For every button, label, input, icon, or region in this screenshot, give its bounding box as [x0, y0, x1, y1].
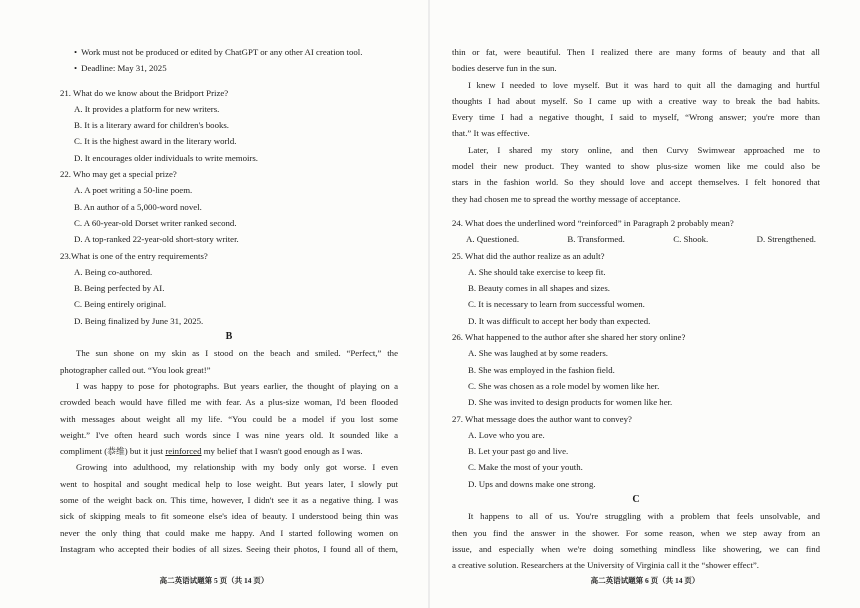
passage-b-line: Every time I had a negative thought, I said to myself, “Wrong answer; you're more than: [452, 112, 820, 123]
section-b-heading: B: [225, 331, 233, 343]
question-21-option-c: C. It is the highest award in the literary world.: [74, 136, 237, 147]
question-22-option-d: D. A top-ranked 22-year-old short-story writer.: [74, 234, 239, 245]
question-27-option-d: D. Ups and downs make one strong.: [468, 478, 596, 489]
question-23-option-c: C. Being entirely original.: [74, 299, 167, 310]
passage-c-line: issue, and especially when we're doing something mindless like showering, we can find: [452, 543, 820, 554]
question-24-option-b: B. Transformed.: [567, 234, 625, 245]
question-21-option-b: B. It is a literary award for children's books.: [74, 120, 229, 131]
passage-b-line: sick of skipping meals to fit someone else's idea of beauty. I understood being thin was: [60, 511, 398, 522]
passage-b-line: [60, 443, 398, 459]
question-21-option-a: A. It provides a platform for new writers.: [74, 103, 220, 114]
question-26-option-d: D. She was invited to design products for women like her.: [468, 397, 673, 408]
question-22-option-a: A. A poet writing a 50-line poem.: [74, 185, 193, 196]
passage-b-line: I knew I needed to love myself. But it was hard to quit all the damaging and hurtful: [468, 79, 820, 90]
passage-b-line: weight.” I've often heard such words since I was nine years old. It sounded like a: [60, 429, 398, 440]
spacer: [452, 207, 820, 215]
passage-b-line: thoughts I had about myself. So I came up with a creative way to break the bad habits.: [452, 95, 820, 106]
spacer: [60, 77, 398, 85]
passage-b-line: that.” It was effective.: [452, 128, 530, 139]
passage-b-line: Later, I shared my story online, and then Curvy Swimwear approached me to: [468, 144, 820, 155]
passage-b-line: stars in the fashion world. So they should love and accept themselves. I felt honored that: [452, 177, 820, 188]
question-26-option-a: A. She was laughed at by some readers.: [468, 348, 608, 359]
question-25-option-a: A. She should take exercise to keep fit.: [468, 266, 606, 277]
passage-b-line: went to hospital and sought medical help to lose weight. But years later, I slowly put: [60, 478, 398, 489]
question-24-option-c: C. Shook.: [673, 234, 709, 245]
bullet-deadline: • Deadline: May 31, 2025: [60, 60, 398, 76]
page-footer-right: 高二英语试题第 6 页（共 14 页）: [590, 576, 700, 585]
question-22-stem: 22. Who may get a special prize?: [60, 169, 177, 180]
passage-b-line: never the only thing that could make me happy. And I started following women on: [60, 527, 398, 538]
underlined-word-reinforced: reinforced: [165, 446, 202, 457]
question-26-stem: 26. What happened to the author after she shared her story online?: [452, 332, 686, 343]
question-27-option-b: B. Let your past go and live.: [468, 446, 569, 457]
question-25-option-b: B. Beauty comes in all shapes and sizes.: [468, 283, 610, 294]
question-24-stem: 24. What does the underlined word “reinforced” in Paragraph 2 probably mean?: [452, 217, 734, 228]
question-21-option-d: D. It encourages older individuals to write memoirs.: [74, 152, 258, 163]
question-22-option-c: C. A 60-year-old Dorset writer ranked second.: [74, 217, 237, 228]
passage-b-line: Growing into adulthood, my relationship with my body only got worse. I even: [76, 462, 398, 473]
section-c-heading: C: [632, 494, 640, 506]
question-25-stem: 25. What did the author realize as an adult?: [452, 250, 605, 261]
left-column: [60, 44, 398, 557]
passage-c-line: then you find the answer in the shower. For some reason, when we step away from an: [452, 527, 820, 538]
passage-b-text: compliment (恭维) but it just: [60, 446, 164, 457]
question-23-option-b: B. Being perfected by AI.: [74, 283, 165, 294]
passage-b-line: photographer called out. “You look great!”: [60, 364, 211, 375]
right-column: [452, 44, 820, 574]
passage-c-line: a creative solution. Researchers at the University of Virginia call it the “shower effect”.: [452, 560, 760, 571]
passage-b-text: my belief that I wasn't good enough as I was.: [203, 446, 363, 457]
passage-b-line: I was happy to pose for photographs. But years earlier, the thought of playing on a: [76, 380, 398, 391]
question-26-option-b: B. She was employed in the fashion field.: [468, 364, 615, 375]
question-23-stem: 23.What is one of the entry requirements?: [60, 250, 208, 261]
page-footer-left: 高二英语试题第 5 页（共 14 页）: [159, 576, 269, 585]
bullet-ai-rule: • Work must not be produced or edited by ChatGPT or any other AI creation tool.: [60, 44, 398, 60]
passage-b-line: some of the weight back on. This time, however, I didn't see it as a negative thing. I was: [60, 495, 398, 506]
question-23-option-d: D. Being finalized by June 31, 2025.: [74, 315, 204, 326]
question-23-option-a: A. Being co-authored.: [74, 266, 153, 277]
passage-b-line: bodies deserve fun in the sun.: [452, 63, 557, 74]
question-24-option-a: A. Questioned.: [466, 234, 520, 245]
passage-c-line: It happens to all of us. You're struggling with a problem that feels unsolvable, and: [468, 511, 820, 522]
page-right: [430, 0, 860, 608]
question-25-option-d: D. It was difficult to accept her body than expected.: [468, 315, 651, 326]
passage-b-line: with messages about weight all my life. “You could be a model if you lost some: [60, 413, 398, 424]
passage-b-line: they had chosen me to spread the worthy message of acceptance.: [452, 193, 681, 204]
question-27-option-c: C. Make the most of your youth.: [468, 462, 583, 473]
question-27-stem: 27. What message does the author want to convey?: [452, 413, 632, 424]
question-25-option-c: C. It is necessary to learn from successful women.: [468, 299, 645, 310]
passage-b-line: model their new product. They wanted to show plus-size women like me could also be: [452, 161, 820, 172]
question-21-stem: 21. What do we know about the Bridport Prize?: [60, 87, 229, 98]
question-22-option-b: B. An author of a 5,000-word novel.: [74, 201, 202, 212]
passage-b-line: thin or fat, were beautiful. Then I realized there are many forms of beauty and that all: [452, 47, 820, 57]
question-27-option-a: A. Love who you are.: [468, 429, 545, 440]
question-24-options: [452, 231, 820, 247]
passage-b-line: The sun shone on my skin as I stood on the beach and smiled. “Perfect,” the: [76, 348, 398, 359]
passage-b-line: crowded beach would have filled me with fear. As a plus-size woman, I'd been flooded: [60, 397, 398, 408]
page-left: [0, 0, 428, 608]
question-26-option-c: C. She was chosen as a role model by women like her.: [468, 380, 660, 391]
question-24-option-d: D. Strengthened.: [756, 234, 816, 245]
passage-b-line: Instagram who accepted their bodies of all sizes. Seeing their photos, I found all of them,: [60, 543, 398, 554]
